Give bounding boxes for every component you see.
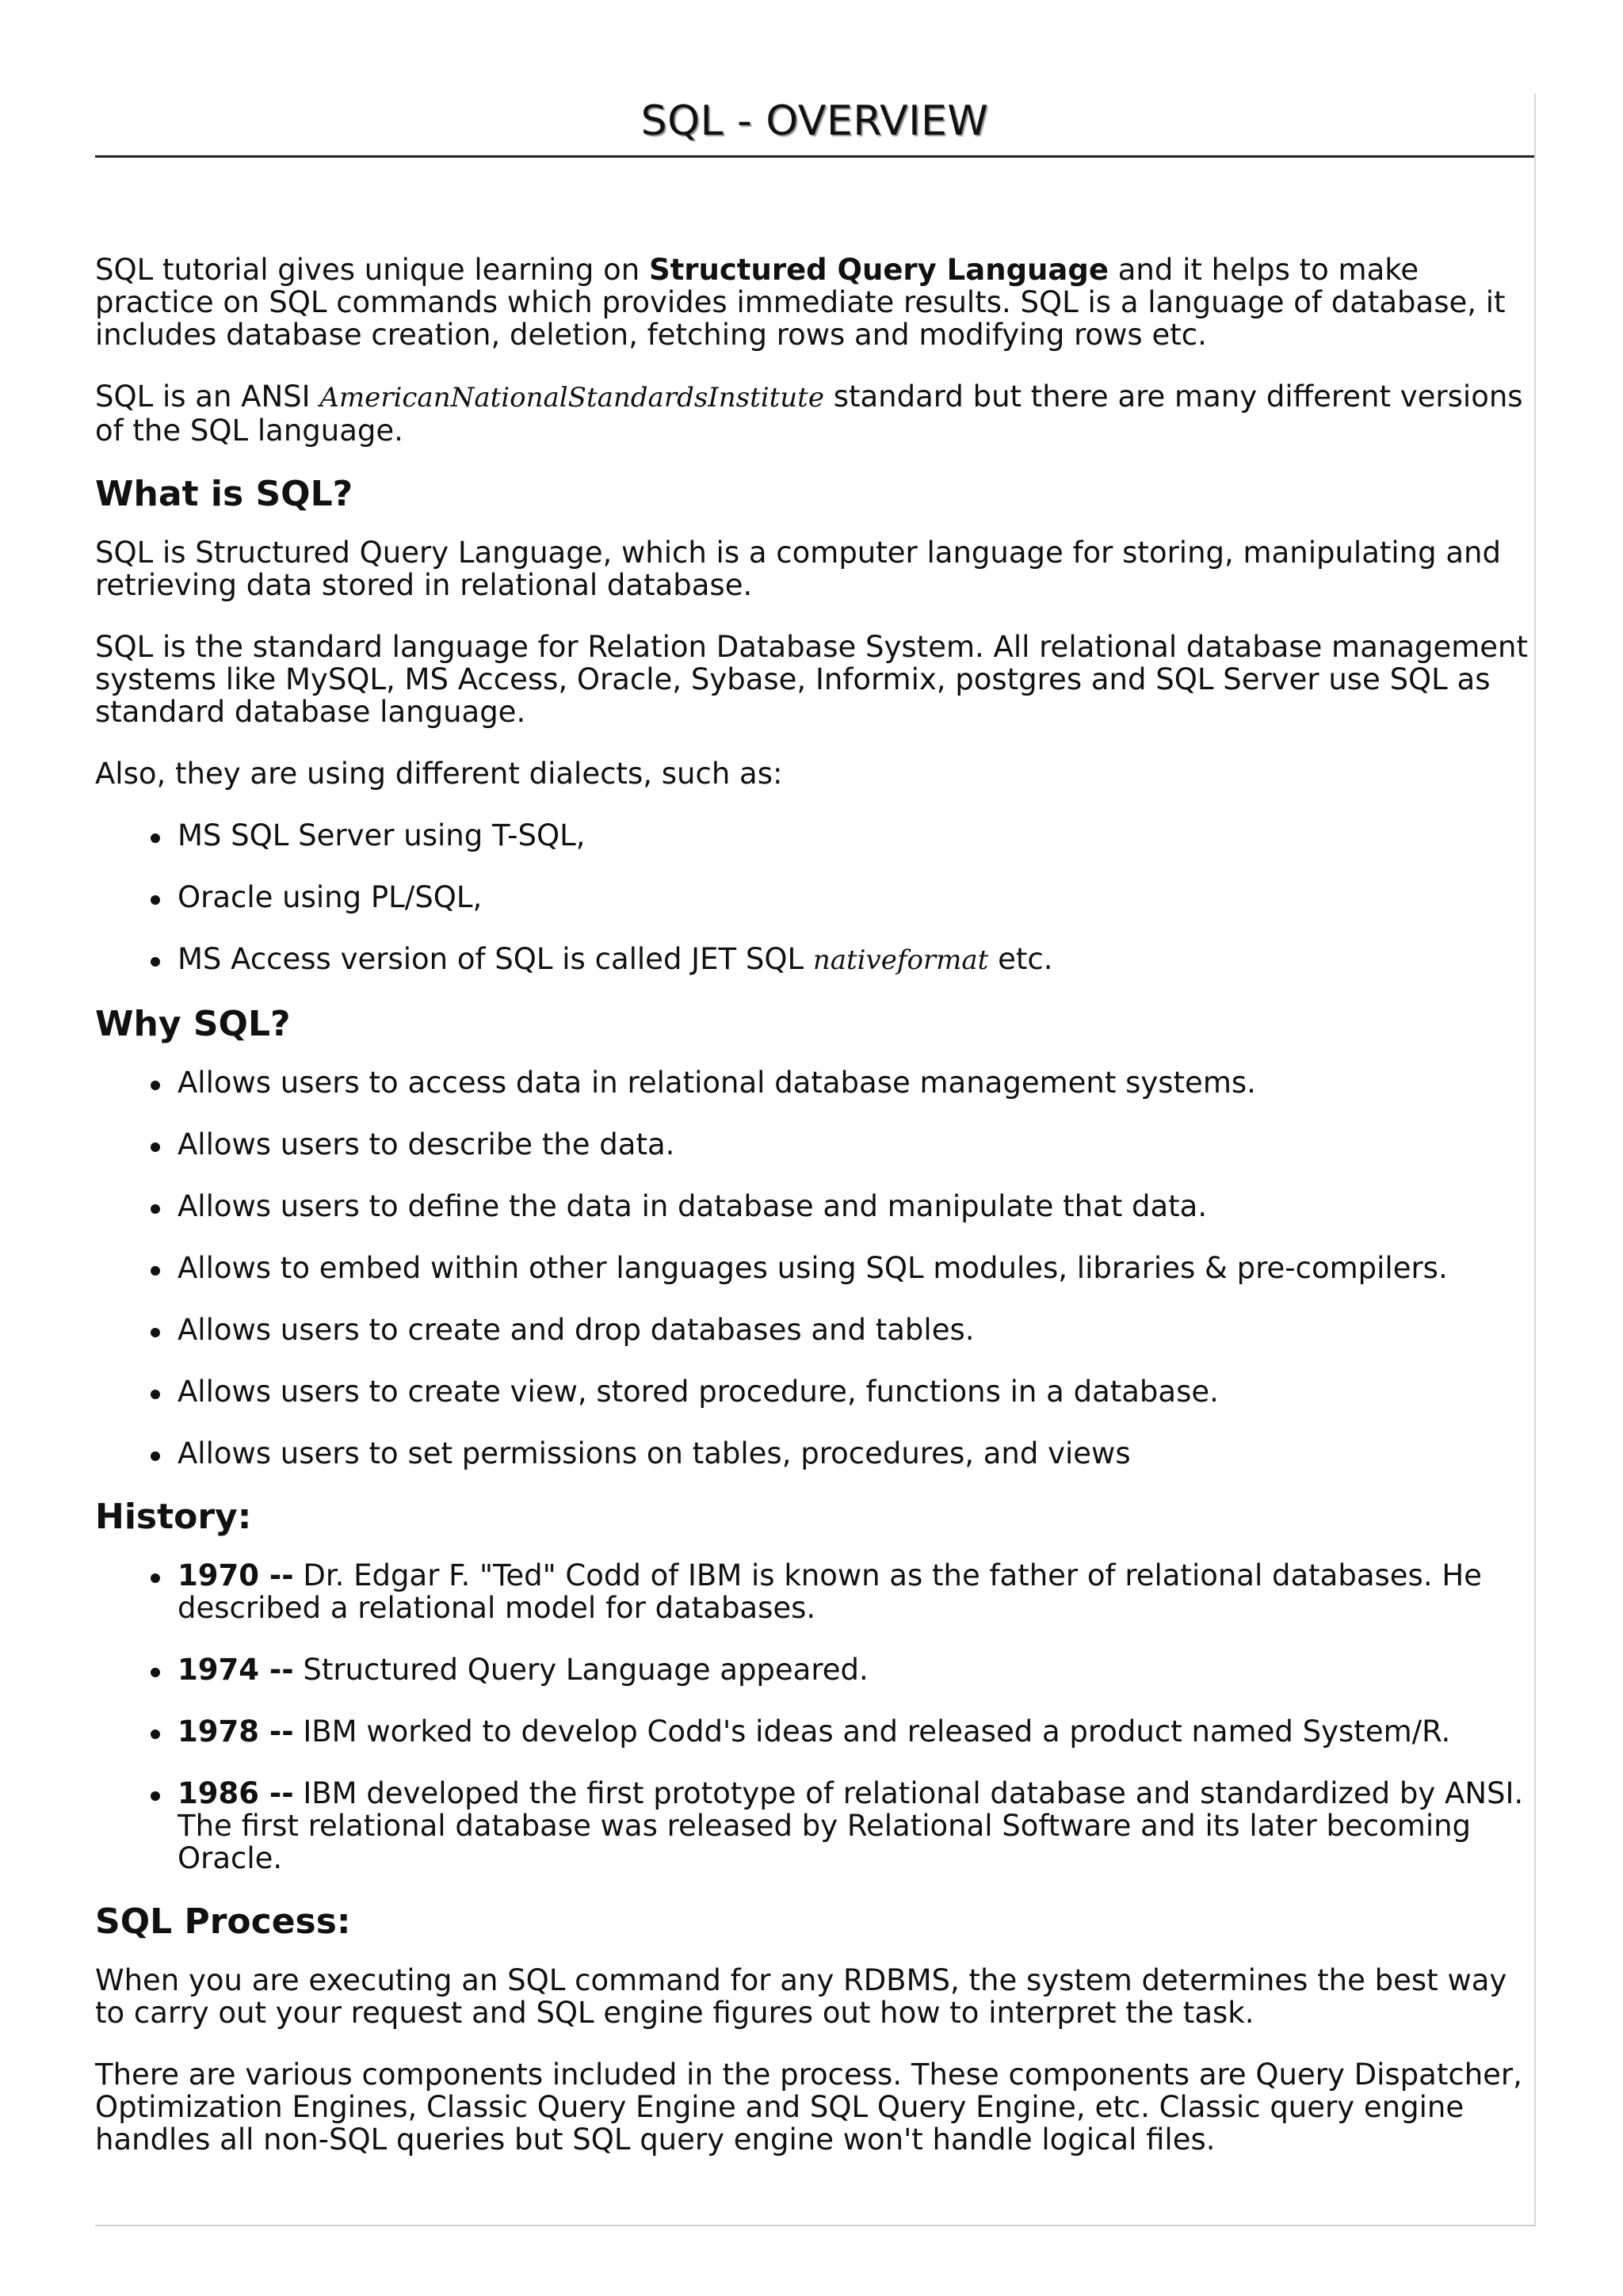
list-item: Allows users to set permissions on tables, procedures, and views [178,1437,1531,1470]
dialect-text-end: etc. [988,942,1053,976]
section-heading-why: Why SQL? [95,1004,291,1044]
what-paragraph-3: Also, they are using different dialects, such as: [95,757,783,791]
list-item: Allows users to create view, stored procedure, functions in a database. [178,1375,1531,1408]
history-text: IBM worked to develop Codd's ideas and released a product named System/R. [293,1714,1451,1749]
intro-text-continued: and it helps to make practice on SQL commands which provides immediate results. SQL is a language of database, it includes database creation, deletion, fetching rows and modifying rows etc. [95,253,1506,352]
dialect-text: MS Access version of SQL is called JET SQL [178,942,813,976]
why-list [95,1066,1531,1470]
dialect-list [95,819,1531,977]
what-paragraph-1: SQL is Structured Query Language, which is a computer language for storing, manipulating and retrieving data stored in relational database. [95,536,1501,602]
bottom-divider [95,2225,1536,2226]
title-area [95,87,1534,155]
list-item: Allows to embed within other languages using SQL modules, libraries & pre-compilers. [178,1252,1531,1284]
history-year: 1986 -- [178,1776,294,1810]
history-item [178,1559,1531,1624]
history-text: IBM developed the first prototype of relational database and standardized by ANSI. The first relational database was released by Relational Software and its later becoming Oracle. [178,1776,1524,1875]
history-year: 1978 -- [178,1714,294,1749]
history-item [178,1715,1531,1748]
list-item: Allows users to access data in relational database management systems. [178,1066,1531,1099]
intro-text: SQL tutorial gives unique learning on [95,253,649,287]
history-year: 1970 -- [178,1558,294,1592]
history-item [178,1777,1531,1875]
ansi-expansion: AmericanNationalStandardsInstitute [319,382,824,414]
section-heading-what: What is SQL? [95,474,353,514]
list-item: Oracle using PL/SQL, [178,881,1531,913]
section-heading-process: SQL Process: [95,1901,351,1942]
main-content [95,254,1531,2185]
title-divider [95,155,1534,158]
what-paragraph-2: SQL is the standard language for Relation Database System. All relational database management systems like MySQL, MS Access, Oracle, Sybase, Informix, postgres and SQL Server use SQL as standard database language. [95,630,1529,729]
history-year: 1974 -- [178,1653,294,1687]
ansi-text: SQL is an ANSI [95,379,320,414]
history-item [178,1653,1531,1686]
process-paragraph-2: There are various components included in the process. These components are Query Dispatcher, Optimization Engines, Classic Query Engine and SQL Query Engine, etc. Classic query engine handles all non-SQL queries but SQL query engine won't handle logical files. [95,2058,1522,2157]
history-text: Dr. Edgar F. "Ted" Codd of IBM is known as the father of relational databases. He described a relational model for databases. [178,1558,1482,1625]
page-title: SQL - OVERVIEW [640,97,989,145]
list-item: Allows users to describe the data. [178,1128,1531,1161]
process-paragraph-1: When you are executing an SQL command for any RDBMS, the system determines the best way to carry out your request and SQL engine figures out how to interpret the task. [95,1963,1507,2030]
history-list [95,1559,1531,1875]
list-item: Allows users to define the data in database and manipulate that data. [178,1190,1531,1222]
intro-bold-term: Structured Query Language [648,253,1109,287]
list-item: MS SQL Server using T-SQL, [178,819,1531,852]
intro-paragraph-2 [95,380,1531,447]
intro-paragraph-1 [95,254,1531,351]
section-heading-history: History: [95,1497,252,1537]
list-item [178,943,1531,977]
ansi-text-continued: standard but there are many different versions of the SQL language. [95,379,1523,448]
dialect-italic: nativeformat [812,944,989,976]
page-right-border [1534,93,1536,2225]
list-item: Allows users to create and drop databases and tables. [178,1314,1531,1346]
history-text: Structured Query Language appeared. [293,1653,869,1687]
